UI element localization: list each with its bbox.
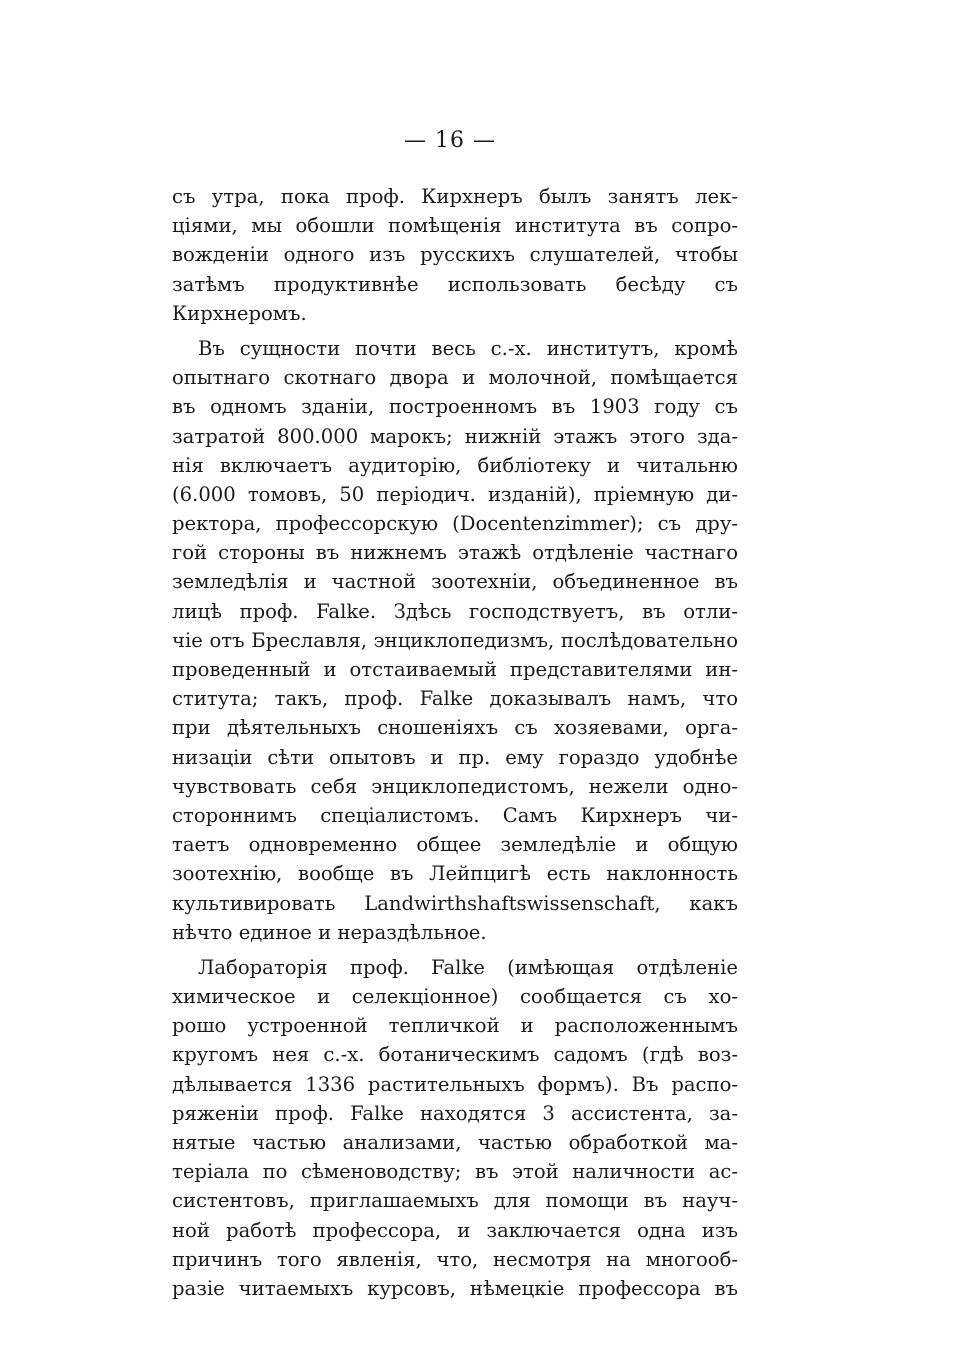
text-line: нія включаетъ аудиторію, библіотеку и читальню	[172, 453, 738, 477]
text-line: таетъ одновременно общее земледѣліе и общую	[172, 833, 738, 857]
text-line: ряженіи проф. Falke находятся 3 ассистента, за-	[172, 1101, 738, 1125]
text-line: Въ сущности почти весь с.-х. институтъ, кромѣ	[198, 336, 738, 360]
text-line: стороннимъ спеціалистомъ. Самъ Кирхнеръ чи-	[172, 803, 738, 827]
text-line: разіе читаемыхъ курсовъ, нѣмецкіе профессора въ	[172, 1276, 738, 1300]
text-line: рошо устроенной тепличкой и расположеннымъ	[172, 1014, 738, 1038]
text-line: Кирхнеромъ.	[172, 301, 307, 325]
text-line: затратой 800.000 марокъ; нижній этажъ этого зда-	[172, 424, 738, 448]
text-line: лицѣ проф. Falke. Здѣсь господствуетъ, въ отли-	[172, 599, 738, 623]
text-line: причинъ того явленія, что, несмотря на многооб-	[172, 1247, 738, 1271]
text-line: дѣлывается 1336 растительныхъ формъ). Въ распо-	[172, 1072, 738, 1096]
text-line: затѣмъ продуктивнѣе использовать бесѣду съ	[172, 272, 738, 296]
text-line: низаціи сѣти опытовъ и пр. ему гораздо удобнѣе	[172, 745, 738, 769]
text-line: нѣчто единое и нераздѣльное.	[172, 920, 487, 944]
text-line: при дѣятельныхъ сношеніяхъ съ хозяевами, орга-	[172, 716, 738, 740]
text-line: Лабораторія проф. Falke (имѣющая отдѣленіе	[198, 955, 738, 979]
text-line: проведенный и отстаиваемый представителями ин-	[172, 658, 738, 681]
text-line: чувствовать себя энциклопедистомъ, нежели одно-	[172, 774, 738, 798]
text-line: кругомъ нея с.-х. ботаническимъ садомъ (гдѣ воз-	[172, 1043, 738, 1067]
text-line: культивировать Landwirthshaftswissenschaft, какъ	[172, 891, 738, 915]
text-line: опытнаго скотнаго двора и молочной, помѣщается	[172, 366, 738, 390]
paragraph-1	[172, 182, 738, 328]
text-line: химическое и селекціонное) сообщается съ хо-	[172, 985, 738, 1009]
text-line: гой стороны въ нижнемъ этажѣ отдѣленіе частнаго	[172, 541, 738, 565]
text-line: ціями, мы обошли помѣщенія института въ сопро-	[172, 214, 738, 238]
text-line: нятые частью анализами, частью обработкой ма-	[172, 1131, 738, 1154]
body-text	[172, 182, 738, 1303]
text-line: систентовъ, приглашаемыхъ для помощи въ науч-	[172, 1189, 738, 1213]
text-line: вожденіи одного изъ русскихъ слушателей, чтобы	[172, 243, 738, 267]
text-line: зоотехнію, вообще въ Лейпцигѣ есть наклонность	[172, 862, 738, 886]
text-line: съ утра, пока проф. Кирхнеръ былъ занятъ лек-	[172, 185, 738, 208]
text-line: ститута; такъ, проф. Falke доказывалъ намъ, что	[172, 687, 738, 711]
text-line: теріала по сѣменоводству; въ этой наличности ас-	[172, 1160, 738, 1184]
text-line: земледѣлія и частной зоотехніи, объединенное въ	[172, 570, 738, 594]
text-line: ной работѣ профессора, и заключается одна изъ	[172, 1218, 738, 1242]
text-line: въ одномъ зданіи, построенномъ въ 1903 году съ	[172, 395, 738, 419]
paragraph-2	[172, 334, 738, 947]
paragraph-3	[172, 953, 738, 1303]
text-line: (6.000 томовъ, 50 періодич. изданій), пріемную ди-	[172, 482, 738, 506]
text-line: ректора, профессорскую (Docentenzimmer); съ дру-	[172, 512, 738, 536]
page-number: — 16 —	[404, 128, 496, 153]
text-line: чіе отъ Бреславля, энциклопедизмъ, послѣдовательно	[172, 628, 738, 652]
